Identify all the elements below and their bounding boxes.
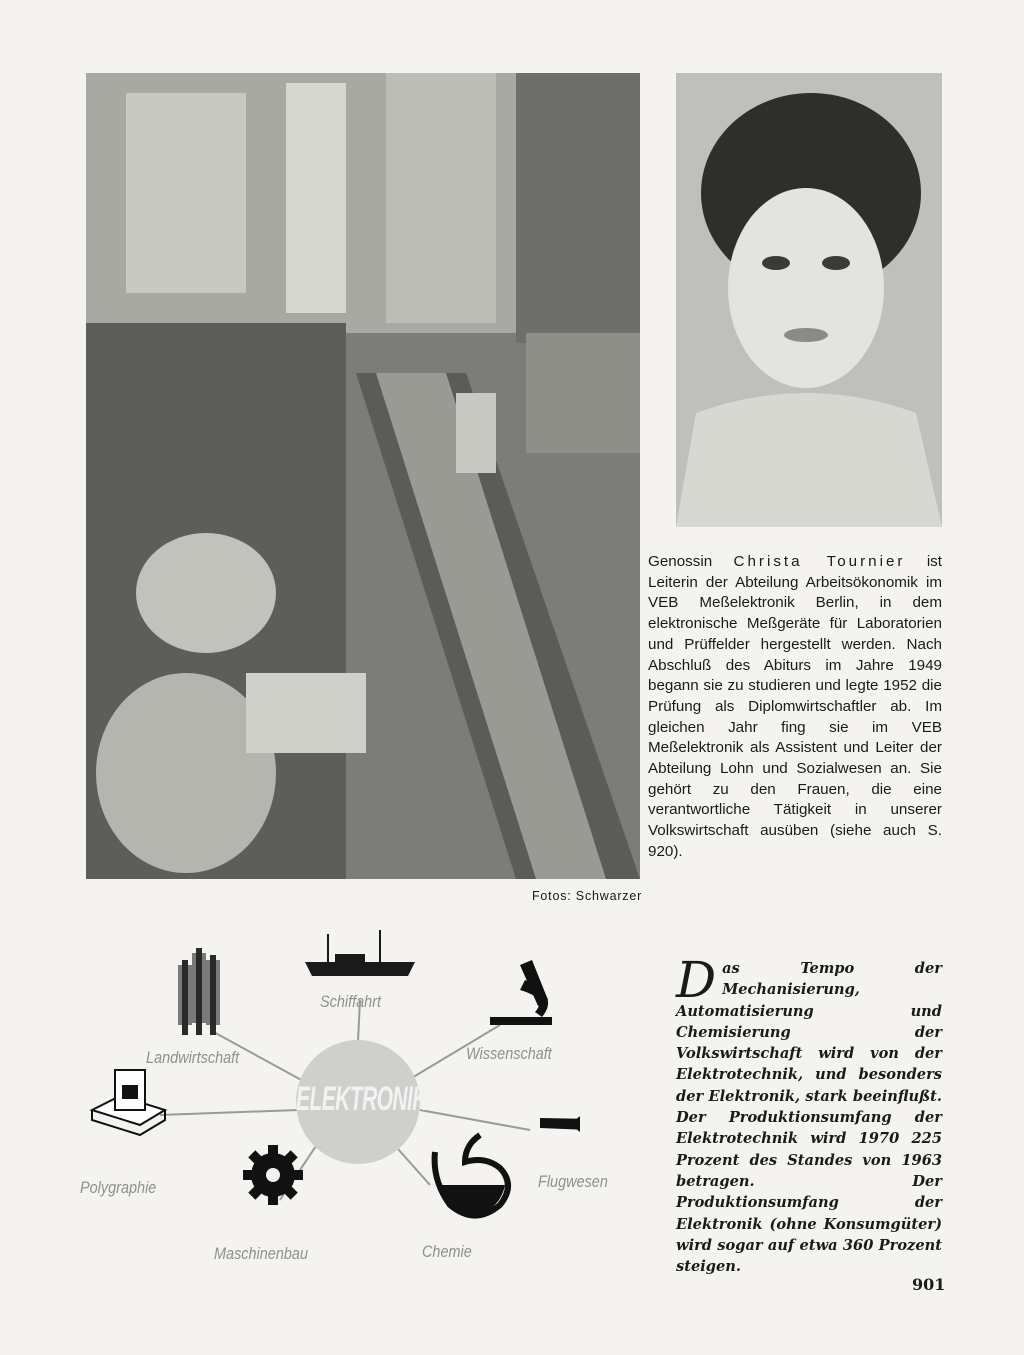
ship-icon — [305, 930, 415, 976]
gear-icon — [243, 1145, 303, 1205]
airplane-icon — [540, 1085, 580, 1160]
bio-name: Christa Tournier — [733, 553, 906, 570]
label-flugwesen: Flugwesen — [538, 1172, 608, 1191]
article-dropcap: D — [676, 951, 717, 1009]
portrait-photo — [676, 73, 942, 527]
printing-icon — [92, 1070, 165, 1135]
article-body: as Tempo der Mechanisierung, Automatisierung und Chemisierung der Volkswirtschaft wird von der Elektrotechnik, und besonders der Elektronik, stark beeinflußt. Der Produktionsumfang der Elektrotechnik wird 1970 225 Prozent des Standes von 1963 betragen. Der Produktionsumfang der Elektronik (ohne Konsumgüter) wird sogar auf etwa 360 Prozent steigen. — [676, 960, 942, 1276]
label-chemie: Chemie — [422, 1242, 472, 1261]
label-wissenschaft: Wissenschaft — [466, 1044, 552, 1063]
microscope-icon — [490, 960, 552, 1025]
bio-text: ist Leiterin der Abteilung Arbeitsökonomik im VEB Meßelektronik Berlin, in dem elektronische Meßgeräte für Laboratorien und Prüffelder hergestellt werden. Nach Abschluß des Abiturs im Jahre 1949 begann sie zu studieren und legte 1952 die Prüfung als Diplomwirtschaftler ab. Im gleichen Jahr fing sie im VEB Meßelektronik als Assistent und Leiter der Abteilung Lohn und Sozialwesen an. Sie gehört zu den Frauen, die eine verantwortliche Tätigkeit in unserer Volkswirtschaft ausüben (siehe auch S. 920). — [648, 553, 942, 860]
elektronik-diagram — [80, 920, 608, 1270]
flask-icon — [435, 1135, 508, 1217]
label-maschinenbau: Maschinenbau — [214, 1244, 308, 1263]
wheat-icon — [178, 948, 220, 1035]
article-text — [676, 951, 942, 1277]
factory-photo — [86, 73, 640, 879]
page-number: 901 — [912, 1275, 946, 1294]
photo-credit: Fotos: Schwarzer — [532, 889, 643, 903]
label-landwirtschaft: Landwirtschaft — [146, 1048, 240, 1067]
bio-caption — [648, 552, 942, 863]
label-polygraphie: Polygraphie — [80, 1178, 157, 1197]
bio-name-prefix: Genossin — [648, 553, 713, 570]
diagram-center-label: ELEKTRONIK — [296, 1080, 427, 1118]
label-schiffahrt: Schiffahrt — [320, 992, 382, 1011]
